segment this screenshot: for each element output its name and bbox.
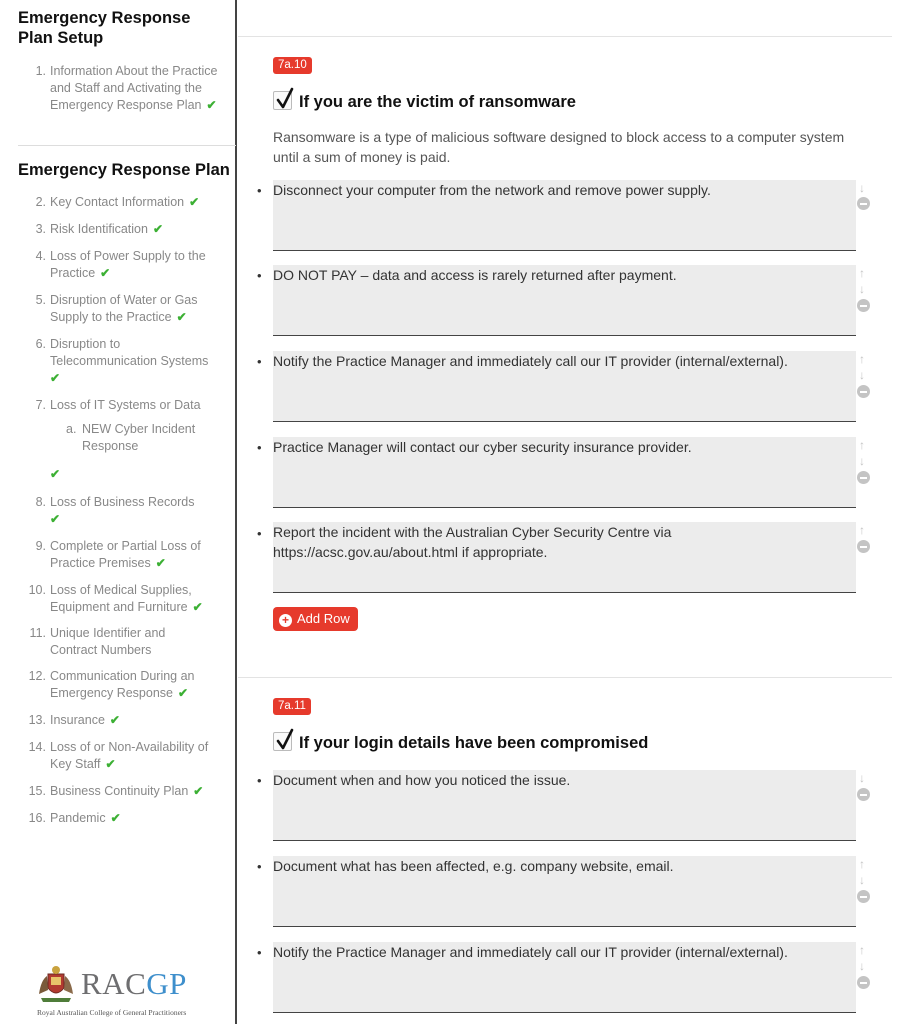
move-up-icon[interactable]: ↑ <box>859 943 865 957</box>
sidebar-item-label: Loss of Medical Supplies, Equipment and Furniture <box>50 583 192 614</box>
question-title <box>273 732 648 754</box>
section-divider <box>238 677 892 678</box>
sidebar-item-label: Pandemic <box>50 811 106 825</box>
move-down-icon[interactable]: ↓ <box>859 959 865 973</box>
bullet: • <box>257 440 262 455</box>
remove-row-icon[interactable] <box>857 197 870 210</box>
check-icon: ✔ <box>176 310 187 324</box>
check-icon: ✔ <box>110 811 121 825</box>
check-icon: ✔ <box>105 757 116 771</box>
sidebar-item-label: Complete or Partial Loss of Practice Premises <box>50 539 201 570</box>
row-text-field[interactable]: Document what has been affected, e.g. company website, email. <box>273 856 856 927</box>
crest-icon <box>35 964 77 1006</box>
racgp-logo <box>35 962 195 1018</box>
remove-row-icon[interactable] <box>857 471 870 484</box>
check-icon: ✔ <box>50 371 61 385</box>
check-icon: ✔ <box>193 784 204 798</box>
logo-tagline: Royal Australian College of General Practitioners <box>37 1008 187 1017</box>
checkmark-icon <box>275 728 295 752</box>
check-icon: ✔ <box>155 556 166 570</box>
sidebar-item-label: Insurance <box>50 713 105 727</box>
move-up-icon[interactable]: ↑ <box>859 352 865 366</box>
move-down-icon[interactable]: ↓ <box>859 368 865 382</box>
setup-heading: Emergency Response Plan Setup <box>18 9 191 47</box>
check-icon: ✔ <box>152 222 164 236</box>
section-badge: 7a.10 <box>273 57 312 74</box>
sidebar-item-label: Loss of Business Records <box>50 495 195 509</box>
row-text-field[interactable]: Practice Manager will contact our cyber security insurance provider. <box>273 437 856 508</box>
question-description: Ransomware is a type of malicious software designed to block access to a computer system until a sum of money is paid. <box>273 129 845 165</box>
question-title-text: If your login details have been compromised <box>299 734 649 752</box>
sidebar-item-label: Risk Identification <box>50 222 148 236</box>
check-icon: ✔ <box>50 467 61 481</box>
move-down-icon[interactable]: ↓ <box>859 454 865 468</box>
check-icon: ✔ <box>192 600 203 614</box>
sidebar-item-label: Communication During an Emergency Response <box>50 669 195 700</box>
sidebar-item-label: Unique Identifier and Contract Numbers <box>50 626 166 657</box>
sidebar-item-label: Disruption of Water or Gas Supply to the Practice <box>50 293 198 324</box>
row-text-field[interactable]: Notify the Practice Manager and immediately call our IT provider (internal/external). <box>273 942 856 1013</box>
sidebar-item-label: Business Continuity Plan <box>50 784 189 798</box>
section-divider <box>238 36 892 37</box>
move-up-icon[interactable]: ↑ <box>859 523 865 537</box>
bullet: • <box>257 859 262 874</box>
move-up-icon[interactable]: ↑ <box>859 438 865 452</box>
sidebar-item-number: 1. <box>35 64 46 78</box>
row-text-field[interactable]: DO NOT PAY – data and access is rarely returned after payment. <box>273 265 856 336</box>
row-text-field[interactable]: Report the incident with the Australian Cyber Security Centre via https://acsc.gov.au/about.html if appropriate. <box>273 522 856 593</box>
check-icon: ✔ <box>50 512 61 526</box>
row-text-field[interactable]: Notify the Practice Manager and immediately call our IT provider (internal/external). <box>273 351 856 422</box>
remove-row-icon[interactable] <box>857 976 870 989</box>
checkbox[interactable] <box>273 91 292 110</box>
sidebar-item-label: Loss of Power Supply to the Practice <box>50 249 206 280</box>
sidebar-item-label: Loss of or Non-Availability of Key Staff <box>50 740 209 771</box>
remove-row-icon[interactable] <box>857 540 870 553</box>
check-icon: ✔ <box>189 195 200 209</box>
sidebar-item-label: Information About the Practice and Staff and Activating the Emergency Response Plan <box>50 64 218 112</box>
row-text-field[interactable]: Disconnect your computer from the network and remove power supply. <box>273 180 856 251</box>
move-down-icon[interactable]: ↓ <box>859 181 865 195</box>
sidebar-item-label: Key Contact Information <box>50 195 185 209</box>
check-icon: ✔ <box>177 686 189 700</box>
move-down-icon[interactable]: ↓ <box>859 771 865 785</box>
move-up-icon[interactable]: ↑ <box>859 857 865 871</box>
bullet: • <box>257 183 262 198</box>
bullet: • <box>257 773 262 788</box>
check-icon: ✔ <box>206 98 217 112</box>
checkmark-icon <box>275 87 295 111</box>
move-up-icon[interactable]: ↑ <box>859 266 865 280</box>
logo-text: RAC <box>81 966 147 1001</box>
sidebar-item-label: Loss of IT Systems or Data <box>50 398 201 412</box>
sidebar-item-label: NEW Cyber Incident Response <box>82 422 196 453</box>
remove-row-icon[interactable] <box>857 299 870 312</box>
check-icon: ✔ <box>100 266 111 280</box>
bullet: • <box>257 526 262 541</box>
bullet: • <box>257 945 262 960</box>
sidebar-item-label: Disruption to Telecommunication Systems <box>50 337 209 368</box>
add-row-button[interactable]: + Add Row <box>273 607 358 631</box>
remove-row-icon[interactable] <box>857 890 870 903</box>
check-icon: ✔ <box>109 713 120 727</box>
sidebar: Emergency Response Plan Setup 1. Information About the Practice and Staff and Activating the Emergency Response Plan ✔ Emergency Response Plan 2. Key Contact Information ✔ 3. Risk Identification ✔ 4. Loss of Power Supply to the Practice ✔ 5. Disruption of Water or Gas Supply to the Practice ✔ 6. Disruption to Telecommunication Systems ✔ 7. Loss of IT Systems or Data a. NEW Cyber Incident Response ✔ 8. Loss of Business Records ✔ 9. Complete or Partial Loss of Practice Premises ✔ 10. Loss of Medical Supplies, Equipment and Furniture ✔ 11. Unique Identifier and Contract Numbers 12. Communication During an Emergency Response ✔ 13. Insurance ✔ 14. Loss of or Non-Availability of Key Staff ✔ 15. Business Continuity Plan ✔ 16. Pandemic ✔ RACGP Royal Australian College of General Practitioners <box>0 0 237 1024</box>
section-badge: 7a.11 <box>273 698 311 715</box>
question-title <box>273 91 576 113</box>
question-title-text: If you are the victim of ransomware <box>299 93 576 111</box>
row-text-field[interactable]: Document when and how you noticed the issue. <box>273 770 856 841</box>
remove-row-icon[interactable] <box>857 788 870 801</box>
logo-text-gp: GP <box>146 966 187 1001</box>
move-down-icon[interactable]: ↓ <box>859 873 865 887</box>
move-down-icon[interactable]: ↓ <box>859 282 865 296</box>
remove-row-icon[interactable] <box>857 385 870 398</box>
bullet: • <box>257 354 262 369</box>
plan-heading: Emergency Response Plan <box>18 161 230 179</box>
divider <box>18 145 236 146</box>
bullet: • <box>257 268 262 283</box>
plus-icon: + <box>279 614 292 627</box>
checkbox[interactable] <box>273 732 292 751</box>
